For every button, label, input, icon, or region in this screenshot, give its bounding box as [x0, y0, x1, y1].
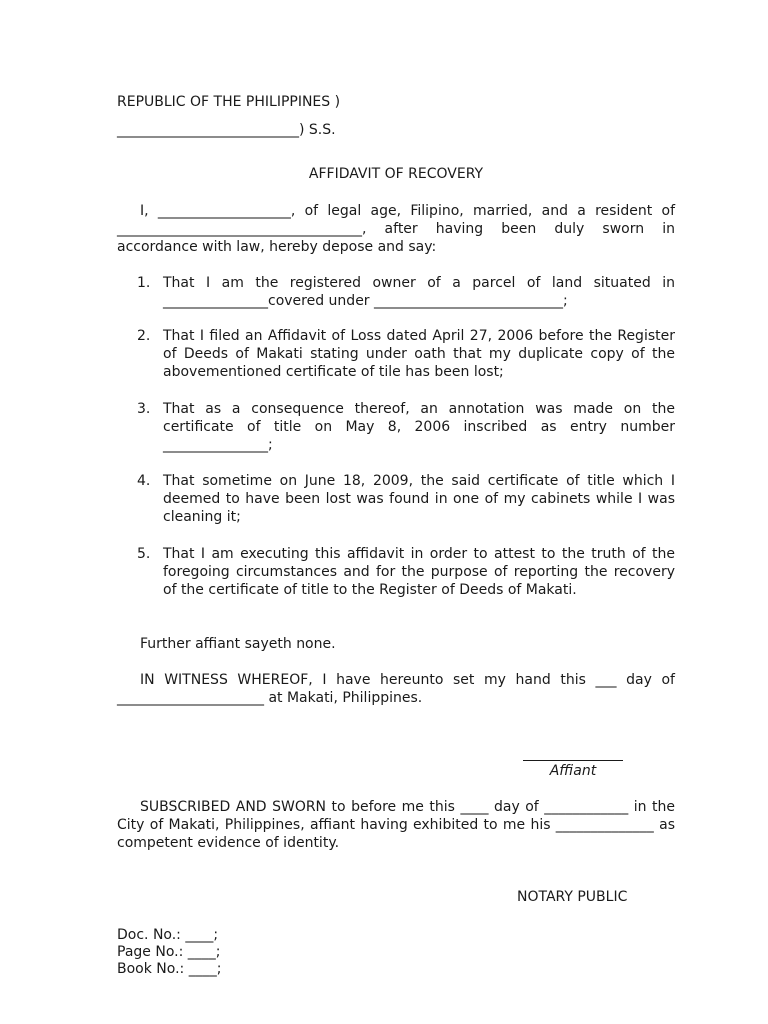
list-item: [117, 472, 675, 527]
item-number: 2.: [137, 328, 151, 344]
list-item: [117, 545, 675, 600]
item-text: That as a consequence thereof, an annotation was made on the certificate of title on May 8, 2006 inscribed as entry number _______________;: [163, 401, 675, 454]
list-item: [117, 400, 675, 455]
item-text: That I am executing this affidavit in order to attest to the truth of the foregoing circumstances and for the purpose of reporting the recovery of the certificate of title to the Register of Deeds of Makati.: [163, 546, 675, 599]
item-text: That sometime on June 18, 2009, the said certificate of title which I deemed to have been lost was found in one of my cabinets while I was cleaning it;: [163, 473, 675, 526]
page-number-line: Page No.: ____;: [117, 944, 221, 960]
ss-line: __________________________) S.S.: [117, 122, 336, 138]
item-number: 5.: [137, 546, 151, 562]
item-number: 4.: [137, 473, 151, 489]
witness-paragraph: IN WITNESS WHEREOF, I have hereunto set my hand this ___ day of _____________________ at Makati, Philippines.: [117, 672, 675, 707]
item-number: 1.: [137, 275, 151, 291]
item-text: That I am the registered owner of a parcel of land situated in _______________covered under ___________________________;: [163, 275, 675, 310]
item-number: 3.: [137, 401, 151, 417]
document-title: AFFIDAVIT OF RECOVERY: [308, 166, 484, 182]
doc-number-line: Doc. No.: ____;: [117, 927, 219, 943]
list-item: [117, 274, 675, 310]
subscribed-paragraph: SUBSCRIBED AND SWORN to before me this ____ day of ____________ in the City of Makati, Philippines, affiant having exhibited to me his ______________ as competent evidence of identity.: [117, 799, 675, 852]
venue-line: REPUBLIC OF THE PHILIPPINES ): [117, 94, 341, 110]
affiant-signature-line: [523, 760, 623, 761]
intro-paragraph: I, ___________________, of legal age, Filipino, married, and a resident of ___________________________________, after having been duly sworn in accordance with law, hereby depose and say:: [117, 203, 675, 256]
affiant-label: Affiant: [549, 763, 597, 779]
list-item: [117, 327, 675, 382]
item-text: That I filed an Affidavit of Loss dated April 27, 2006 before the Register of Deeds of Makati stating under oath that my duplicate copy of the abovementioned certificate of tile has been lost;: [163, 328, 675, 381]
book-number-line: Book No.: ____;: [117, 961, 222, 977]
further-affiant-line: Further affiant sayeth none.: [140, 636, 336, 652]
notary-public-label: NOTARY PUBLIC: [517, 889, 628, 905]
